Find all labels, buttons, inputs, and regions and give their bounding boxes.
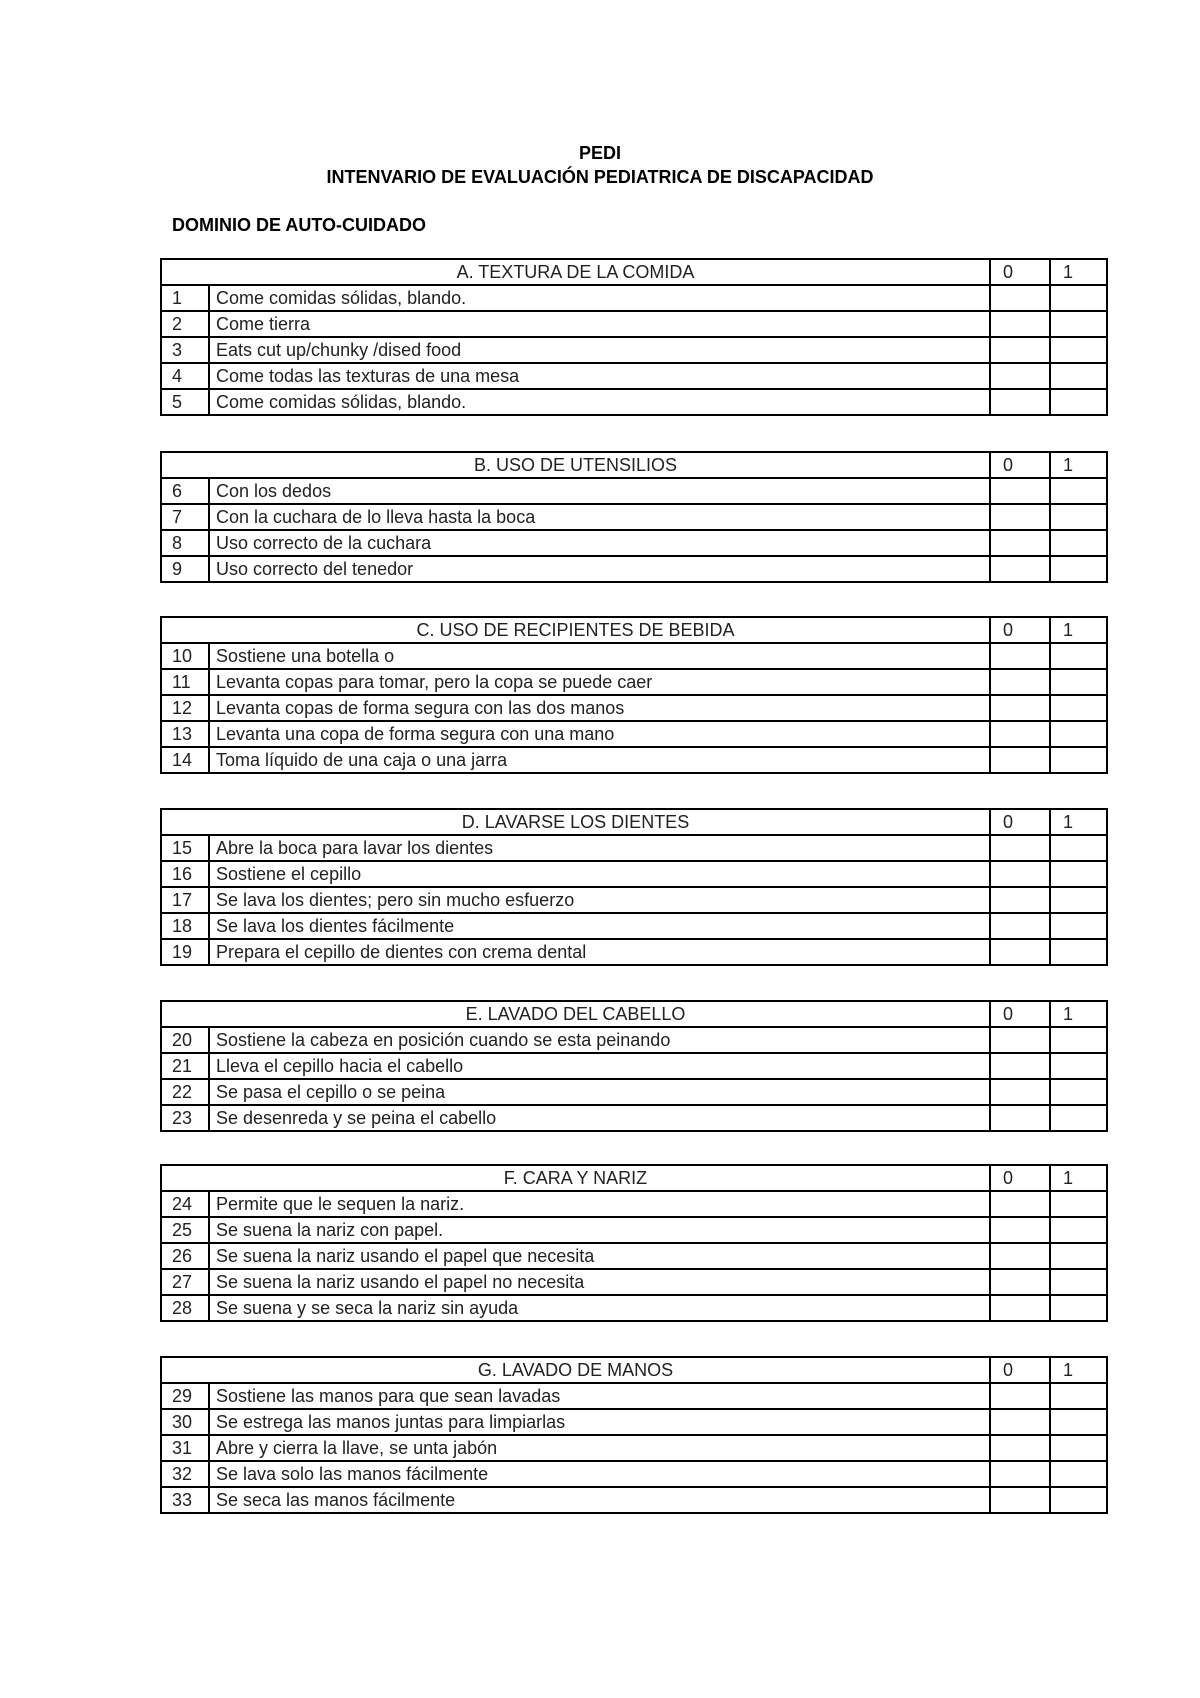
score-cell-1[interactable]	[1050, 835, 1107, 861]
item-number: 10	[161, 643, 209, 669]
score-cell-1[interactable]	[1050, 504, 1107, 530]
item-description: Se lava los dientes; pero sin mucho esfuerzo	[209, 887, 990, 913]
section-table	[160, 1164, 1108, 1322]
section-title: C. USO DE RECIPIENTES DE BEBIDA	[161, 617, 990, 643]
score-cell-1[interactable]	[1050, 1383, 1107, 1409]
table-row	[161, 478, 1107, 504]
score-cell-0[interactable]	[990, 669, 1050, 695]
table-row	[161, 1053, 1107, 1079]
score-cell-0[interactable]	[990, 1295, 1050, 1321]
score-cell-0[interactable]	[990, 1435, 1050, 1461]
score-cell-1[interactable]	[1050, 1217, 1107, 1243]
item-description: Levanta copas para tomar, pero la copa se puede caer	[209, 669, 990, 695]
item-description: Sostiene las manos para que sean lavadas	[209, 1383, 990, 1409]
score-cell-1[interactable]	[1050, 1435, 1107, 1461]
table-row	[161, 887, 1107, 913]
item-number: 16	[161, 861, 209, 887]
item-number: 20	[161, 1027, 209, 1053]
score-cell-1[interactable]	[1050, 913, 1107, 939]
score-cell-1[interactable]	[1050, 1295, 1107, 1321]
score-column-header: 0	[990, 809, 1050, 835]
item-number: 27	[161, 1269, 209, 1295]
item-number: 22	[161, 1079, 209, 1105]
score-cell-1[interactable]	[1050, 747, 1107, 773]
item-number: 17	[161, 887, 209, 913]
table-row	[161, 1243, 1107, 1269]
item-number: 31	[161, 1435, 209, 1461]
item-number: 33	[161, 1487, 209, 1513]
item-number: 25	[161, 1217, 209, 1243]
section-header-row	[161, 1001, 1107, 1027]
item-description: Sostiene el cepillo	[209, 861, 990, 887]
score-cell-1[interactable]	[1050, 1269, 1107, 1295]
section-title: B. USO DE UTENSILIOS	[161, 452, 990, 478]
score-cell-1[interactable]	[1050, 1027, 1107, 1053]
item-description: Come comidas sólidas, blando.	[209, 285, 990, 311]
table-row	[161, 1269, 1107, 1295]
item-description: Se lava los dientes fácilmente	[209, 913, 990, 939]
score-cell-0[interactable]	[990, 1243, 1050, 1269]
score-cell-0[interactable]	[990, 1027, 1050, 1053]
item-description: Sostiene la cabeza en posición cuando se esta peinando	[209, 1027, 990, 1053]
item-description: Prepara el cepillo de dientes con crema dental	[209, 939, 990, 965]
item-description: Eats cut up/chunky /dised food	[209, 337, 990, 363]
section-header-row	[161, 259, 1107, 285]
score-cell-1[interactable]	[1050, 721, 1107, 747]
item-number: 21	[161, 1053, 209, 1079]
score-cell-0[interactable]	[990, 1487, 1050, 1513]
section-header-row	[161, 452, 1107, 478]
table-row	[161, 556, 1107, 582]
score-cell-0[interactable]	[990, 363, 1050, 389]
item-description: Come comidas sólidas, blando.	[209, 389, 990, 415]
table-row	[161, 337, 1107, 363]
table-row	[161, 913, 1107, 939]
score-cell-0[interactable]	[990, 835, 1050, 861]
item-number: 3	[161, 337, 209, 363]
item-number: 4	[161, 363, 209, 389]
score-cell-1[interactable]	[1050, 669, 1107, 695]
table-row	[161, 530, 1107, 556]
item-description: Con la cuchara de lo lleva hasta la boca	[209, 504, 990, 530]
item-number: 19	[161, 939, 209, 965]
score-cell-1[interactable]	[1050, 1409, 1107, 1435]
table-row	[161, 939, 1107, 965]
score-cell-0[interactable]	[990, 861, 1050, 887]
item-number: 18	[161, 913, 209, 939]
score-cell-0[interactable]	[990, 530, 1050, 556]
item-number: 28	[161, 1295, 209, 1321]
item-number: 14	[161, 747, 209, 773]
section-table	[160, 451, 1108, 583]
table-row	[161, 1487, 1107, 1513]
item-description: Uso correcto del tenedor	[209, 556, 990, 582]
score-cell-0[interactable]	[990, 1269, 1050, 1295]
score-cell-0[interactable]	[990, 504, 1050, 530]
score-cell-1[interactable]	[1050, 285, 1107, 311]
score-cell-0[interactable]	[990, 643, 1050, 669]
score-cell-1[interactable]	[1050, 887, 1107, 913]
table-row	[161, 1027, 1107, 1053]
section-table	[160, 1356, 1108, 1514]
item-number: 15	[161, 835, 209, 861]
item-number: 23	[161, 1105, 209, 1131]
section-table	[160, 1000, 1108, 1132]
item-number: 11	[161, 669, 209, 695]
score-cell-1[interactable]	[1050, 1191, 1107, 1217]
score-column-header: 1	[1050, 617, 1107, 643]
score-cell-1[interactable]	[1050, 337, 1107, 363]
item-description: Toma líquido de una caja o una jarra	[209, 747, 990, 773]
score-column-header: 0	[990, 259, 1050, 285]
table-row	[161, 643, 1107, 669]
item-number: 1	[161, 285, 209, 311]
table-row	[161, 1461, 1107, 1487]
table-row	[161, 504, 1107, 530]
item-number: 12	[161, 695, 209, 721]
item-description: Levanta una copa de forma segura con una mano	[209, 721, 990, 747]
section-title: D. LAVARSE LOS DIENTES	[161, 809, 990, 835]
item-description: Come tierra	[209, 311, 990, 337]
section-table	[160, 808, 1108, 966]
section-table	[160, 616, 1108, 774]
score-cell-0[interactable]	[990, 887, 1050, 913]
section-title: F. CARA Y NARIZ	[161, 1165, 990, 1191]
item-number: 6	[161, 478, 209, 504]
score-cell-0[interactable]	[990, 1409, 1050, 1435]
table-row	[161, 285, 1107, 311]
section-table	[160, 258, 1108, 416]
score-cell-1[interactable]	[1050, 1487, 1107, 1513]
section-title: E. LAVADO DEL CABELLO	[161, 1001, 990, 1027]
document-subtitle: INTENVARIO DE EVALUACIÓN PEDIATRICA DE DISCAPACIDAD	[326, 167, 874, 187]
section-header-row	[161, 1357, 1107, 1383]
table-row	[161, 1217, 1107, 1243]
table-row	[161, 695, 1107, 721]
score-column-header: 0	[990, 1357, 1050, 1383]
score-cell-1[interactable]	[1050, 363, 1107, 389]
score-cell-1[interactable]	[1050, 1105, 1107, 1131]
item-number: 30	[161, 1409, 209, 1435]
item-number: 32	[161, 1461, 209, 1487]
item-number: 5	[161, 389, 209, 415]
item-description: Lleva el cepillo hacia el cabello	[209, 1053, 990, 1079]
score-column-header: 0	[990, 1001, 1050, 1027]
item-description: Permite que le sequen la nariz.	[209, 1191, 990, 1217]
score-cell-0[interactable]	[990, 389, 1050, 415]
table-row	[161, 311, 1107, 337]
score-column-header: 0	[990, 617, 1050, 643]
document-title: PEDI	[578, 143, 621, 163]
item-description: Se lava solo las manos fácilmente	[209, 1461, 990, 1487]
score-cell-1[interactable]	[1050, 311, 1107, 337]
section-title: A. TEXTURA DE LA COMIDA	[161, 259, 990, 285]
score-cell-0[interactable]	[990, 311, 1050, 337]
score-cell-1[interactable]	[1050, 478, 1107, 504]
score-cell-0[interactable]	[990, 939, 1050, 965]
score-cell-1[interactable]	[1050, 530, 1107, 556]
score-cell-1[interactable]	[1050, 643, 1107, 669]
score-cell-1[interactable]	[1050, 861, 1107, 887]
table-row	[161, 1079, 1107, 1105]
score-column-header: 1	[1050, 809, 1107, 835]
score-cell-1[interactable]	[1050, 556, 1107, 582]
table-row	[161, 1105, 1107, 1131]
section-header-row	[161, 809, 1107, 835]
score-column-header: 0	[990, 452, 1050, 478]
score-column-header: 1	[1050, 259, 1107, 285]
score-column-header: 1	[1050, 1357, 1107, 1383]
section-header-row	[161, 1165, 1107, 1191]
item-number: 26	[161, 1243, 209, 1269]
score-cell-1[interactable]	[1050, 1243, 1107, 1269]
table-row	[161, 389, 1107, 415]
item-number: 29	[161, 1383, 209, 1409]
score-cell-1[interactable]	[1050, 389, 1107, 415]
item-description: Se suena la nariz usando el papel que necesita	[209, 1243, 990, 1269]
section-title: G. LAVADO DE MANOS	[161, 1357, 990, 1383]
table-row	[161, 1191, 1107, 1217]
score-cell-1[interactable]	[1050, 1079, 1107, 1105]
table-row	[161, 835, 1107, 861]
item-number: 9	[161, 556, 209, 582]
table-row	[161, 1435, 1107, 1461]
score-cell-0[interactable]	[990, 1383, 1050, 1409]
item-description: Abre la boca para lavar los dientes	[209, 835, 990, 861]
score-cell-0[interactable]	[990, 1217, 1050, 1243]
item-number: 24	[161, 1191, 209, 1217]
item-description: Sostiene una botella o	[209, 643, 990, 669]
item-description: Se suena la nariz con papel.	[209, 1217, 990, 1243]
score-cell-0[interactable]	[990, 1079, 1050, 1105]
item-number: 7	[161, 504, 209, 530]
score-cell-1[interactable]	[1050, 939, 1107, 965]
score-column-header: 1	[1050, 1001, 1107, 1027]
table-row	[161, 1295, 1107, 1321]
score-cell-0[interactable]	[990, 337, 1050, 363]
table-row	[161, 861, 1107, 887]
item-description: Uso correcto de la cuchara	[209, 530, 990, 556]
score-cell-0[interactable]	[990, 1191, 1050, 1217]
item-description: Levanta copas de forma segura con las dos manos	[209, 695, 990, 721]
item-description: Se suena la nariz usando el papel no necesita	[209, 1269, 990, 1295]
score-cell-0[interactable]	[990, 695, 1050, 721]
score-column-header: 1	[1050, 1165, 1107, 1191]
item-description: Se suena y se seca la nariz sin ayuda	[209, 1295, 990, 1321]
score-cell-0[interactable]	[990, 1461, 1050, 1487]
score-column-header: 0	[990, 1165, 1050, 1191]
score-cell-0[interactable]	[990, 747, 1050, 773]
item-description: Come todas las texturas de una mesa	[209, 363, 990, 389]
item-description: Con los dedos	[209, 478, 990, 504]
score-cell-1[interactable]	[1050, 1461, 1107, 1487]
item-number: 2	[161, 311, 209, 337]
item-description: Se desenreda y se peina el cabello	[209, 1105, 990, 1131]
score-column-header: 1	[1050, 452, 1107, 478]
item-number: 13	[161, 721, 209, 747]
score-cell-0[interactable]	[990, 913, 1050, 939]
domain-heading: DOMINIO DE AUTO-CUIDADO	[172, 215, 426, 235]
score-cell-0[interactable]	[990, 556, 1050, 582]
item-description: Se estrega las manos juntas para limpiarlas	[209, 1409, 990, 1435]
item-description: Se seca las manos fácilmente	[209, 1487, 990, 1513]
table-row	[161, 747, 1107, 773]
score-cell-0[interactable]	[990, 721, 1050, 747]
score-cell-0[interactable]	[990, 1105, 1050, 1131]
score-cell-0[interactable]	[990, 478, 1050, 504]
table-row	[161, 1383, 1107, 1409]
table-row	[161, 669, 1107, 695]
item-description: Se pasa el cepillo o se peina	[209, 1079, 990, 1105]
table-row	[161, 363, 1107, 389]
item-number: 8	[161, 530, 209, 556]
score-cell-0[interactable]	[990, 1053, 1050, 1079]
table-row	[161, 721, 1107, 747]
score-cell-1[interactable]	[1050, 1053, 1107, 1079]
score-cell-1[interactable]	[1050, 695, 1107, 721]
section-header-row	[161, 617, 1107, 643]
table-row	[161, 1409, 1107, 1435]
item-description: Abre y cierra la llave, se unta jabón	[209, 1435, 990, 1461]
score-cell-0[interactable]	[990, 285, 1050, 311]
